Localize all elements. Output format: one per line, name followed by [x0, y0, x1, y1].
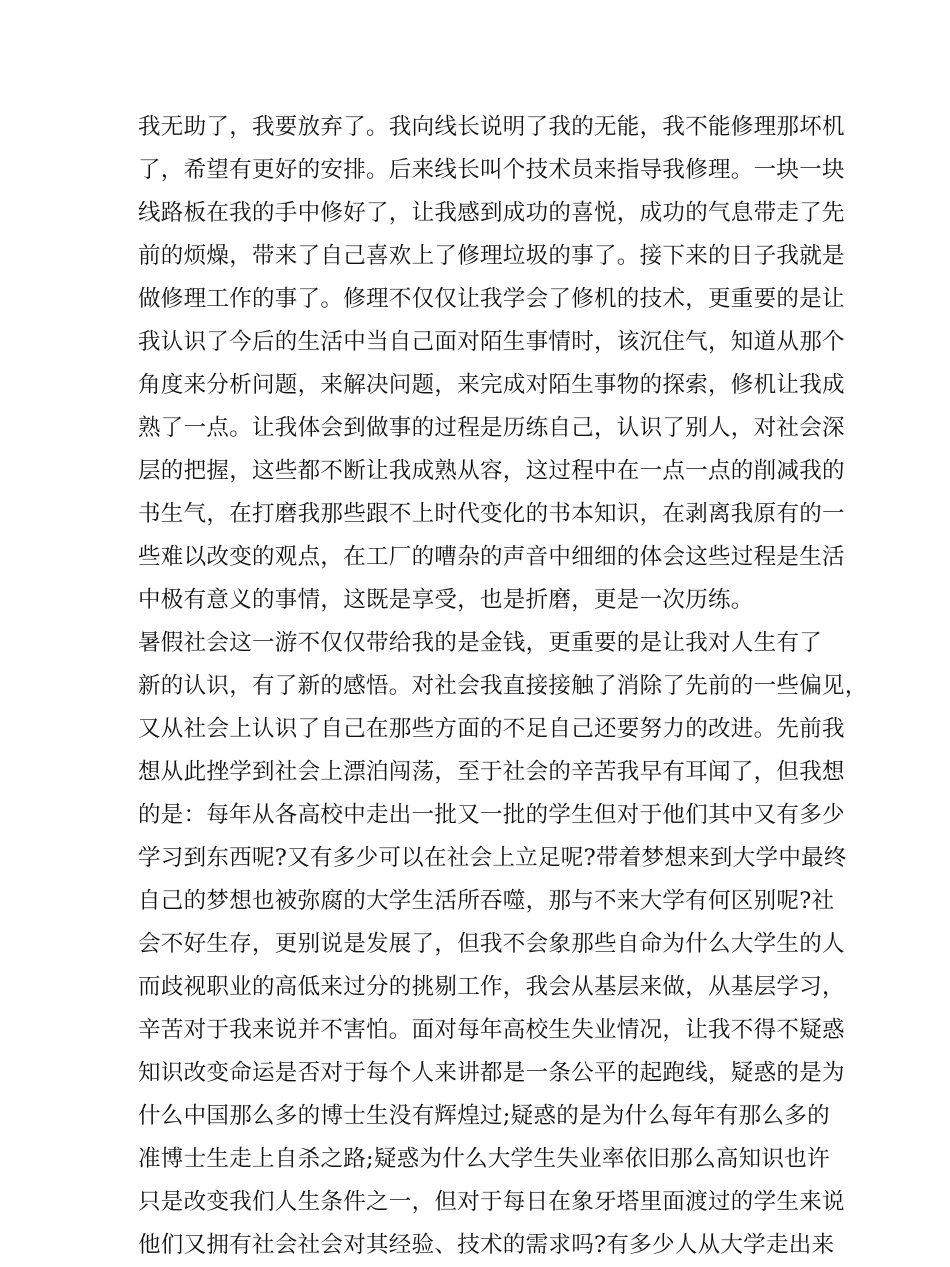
text-line: 想从此挫学到社会上漂泊闯荡，至于社会的辛苦我早有耳闻了，但我想 — [138, 759, 845, 785]
text-line: 中极有意义的事情，这既是享受，也是折磨，更是一次历练。 — [138, 587, 754, 613]
text-line: 学习到东西呢?又有多少可以在社会上立足呢?带着梦想来到大学中最终 — [138, 845, 847, 871]
text-line: 角度来分析问题，来解决问题，来完成对陌生事物的探索，修机让我成 — [138, 372, 845, 398]
text-line: 书生气，在打磨我那些跟不上时代变化的书本知识，在剥离我原有的一 — [138, 501, 845, 527]
text-line: 我无助了，我要放弃了。我向线长说明了我的无能，我不能修理那坏机 — [138, 114, 845, 140]
text-line: 而歧视职业的高低来过分的挑剔工作，我会从基层来做，从基层学习， — [138, 974, 845, 1000]
body-text — [138, 106, 868, 1267]
text-line: 什么中国那么多的博士生没有辉煌过;疑惑的是为什么每年有那么多的 — [138, 1103, 830, 1129]
text-line: 的是：每年从各高校中走出一批又一批的学生但对于他们其中又有多少 — [138, 802, 845, 828]
text-line: 线路板在我的手中修好了，让我感到成功的喜悦，成功的气息带走了先 — [138, 200, 845, 226]
text-line: 前的烦燥，带来了自己喜欢上了修理垃圾的事了。接下来的日子我就是 — [138, 243, 845, 269]
text-line: 我认识了今后的生活中当自己面对陌生事情时，该沉住气，知道从那个 — [138, 329, 845, 355]
text-line: 又从社会上认识了自己在那些方面的不足自己还要努力的改进。先前我 — [138, 716, 845, 742]
text-line: 只是改变我们人生条件之一，但对于每日在象牙塔里面渡过的学生来说 — [138, 1189, 845, 1215]
text-line: 新的认识，有了新的感悟。对社会我直接接触了消除了先前的一些偏见， — [138, 673, 868, 699]
text-line: 辛苦对于我来说并不害怕。面对每年高校生失业情况，让我不得不疑惑 — [138, 1017, 845, 1043]
text-line: 做修理工作的事了。修理不仅仅让我学会了修机的技术，更重要的是让 — [138, 286, 845, 312]
text-line: 层的把握，这些都不断让我成熟从容，这过程中在一点一点的削减我的 — [138, 458, 845, 484]
text-line: 他们又拥有社会社会对其经验、技术的需求吗?有多少人从大学走出来 — [138, 1232, 835, 1258]
text-line: 了，希望有更好的安排。后来线长叫个技术员来指导我修理。一块一块 — [138, 157, 845, 183]
text-line: 熟了一点。让我体会到做事的过程是历练自己，认识了别人，对社会深 — [138, 415, 845, 441]
text-line: 准博士生走上自杀之路;疑惑为什么大学生失业率依旧那么高知识也许 — [138, 1146, 830, 1172]
text-line: 自己的梦想也被弥腐的大学生活所吞噬，那与不来大学有何区别呢?社 — [138, 888, 835, 914]
text-line: 会不好生存，更别说是发展了，但我不会象那些自命为什么大学生的人 — [138, 931, 845, 957]
text-line: 暑假社会这一游不仅仅带给我的是金钱，更重要的是让我对人生有了 — [138, 630, 823, 656]
text-line: 知识改变命运是否对于每个人来讲都是一条公平的起跑线，疑惑的是为 — [138, 1060, 845, 1086]
text-line: 些难以改变的观点，在工厂的嘈杂的声音中细细的体会这些过程是生活 — [138, 544, 845, 570]
